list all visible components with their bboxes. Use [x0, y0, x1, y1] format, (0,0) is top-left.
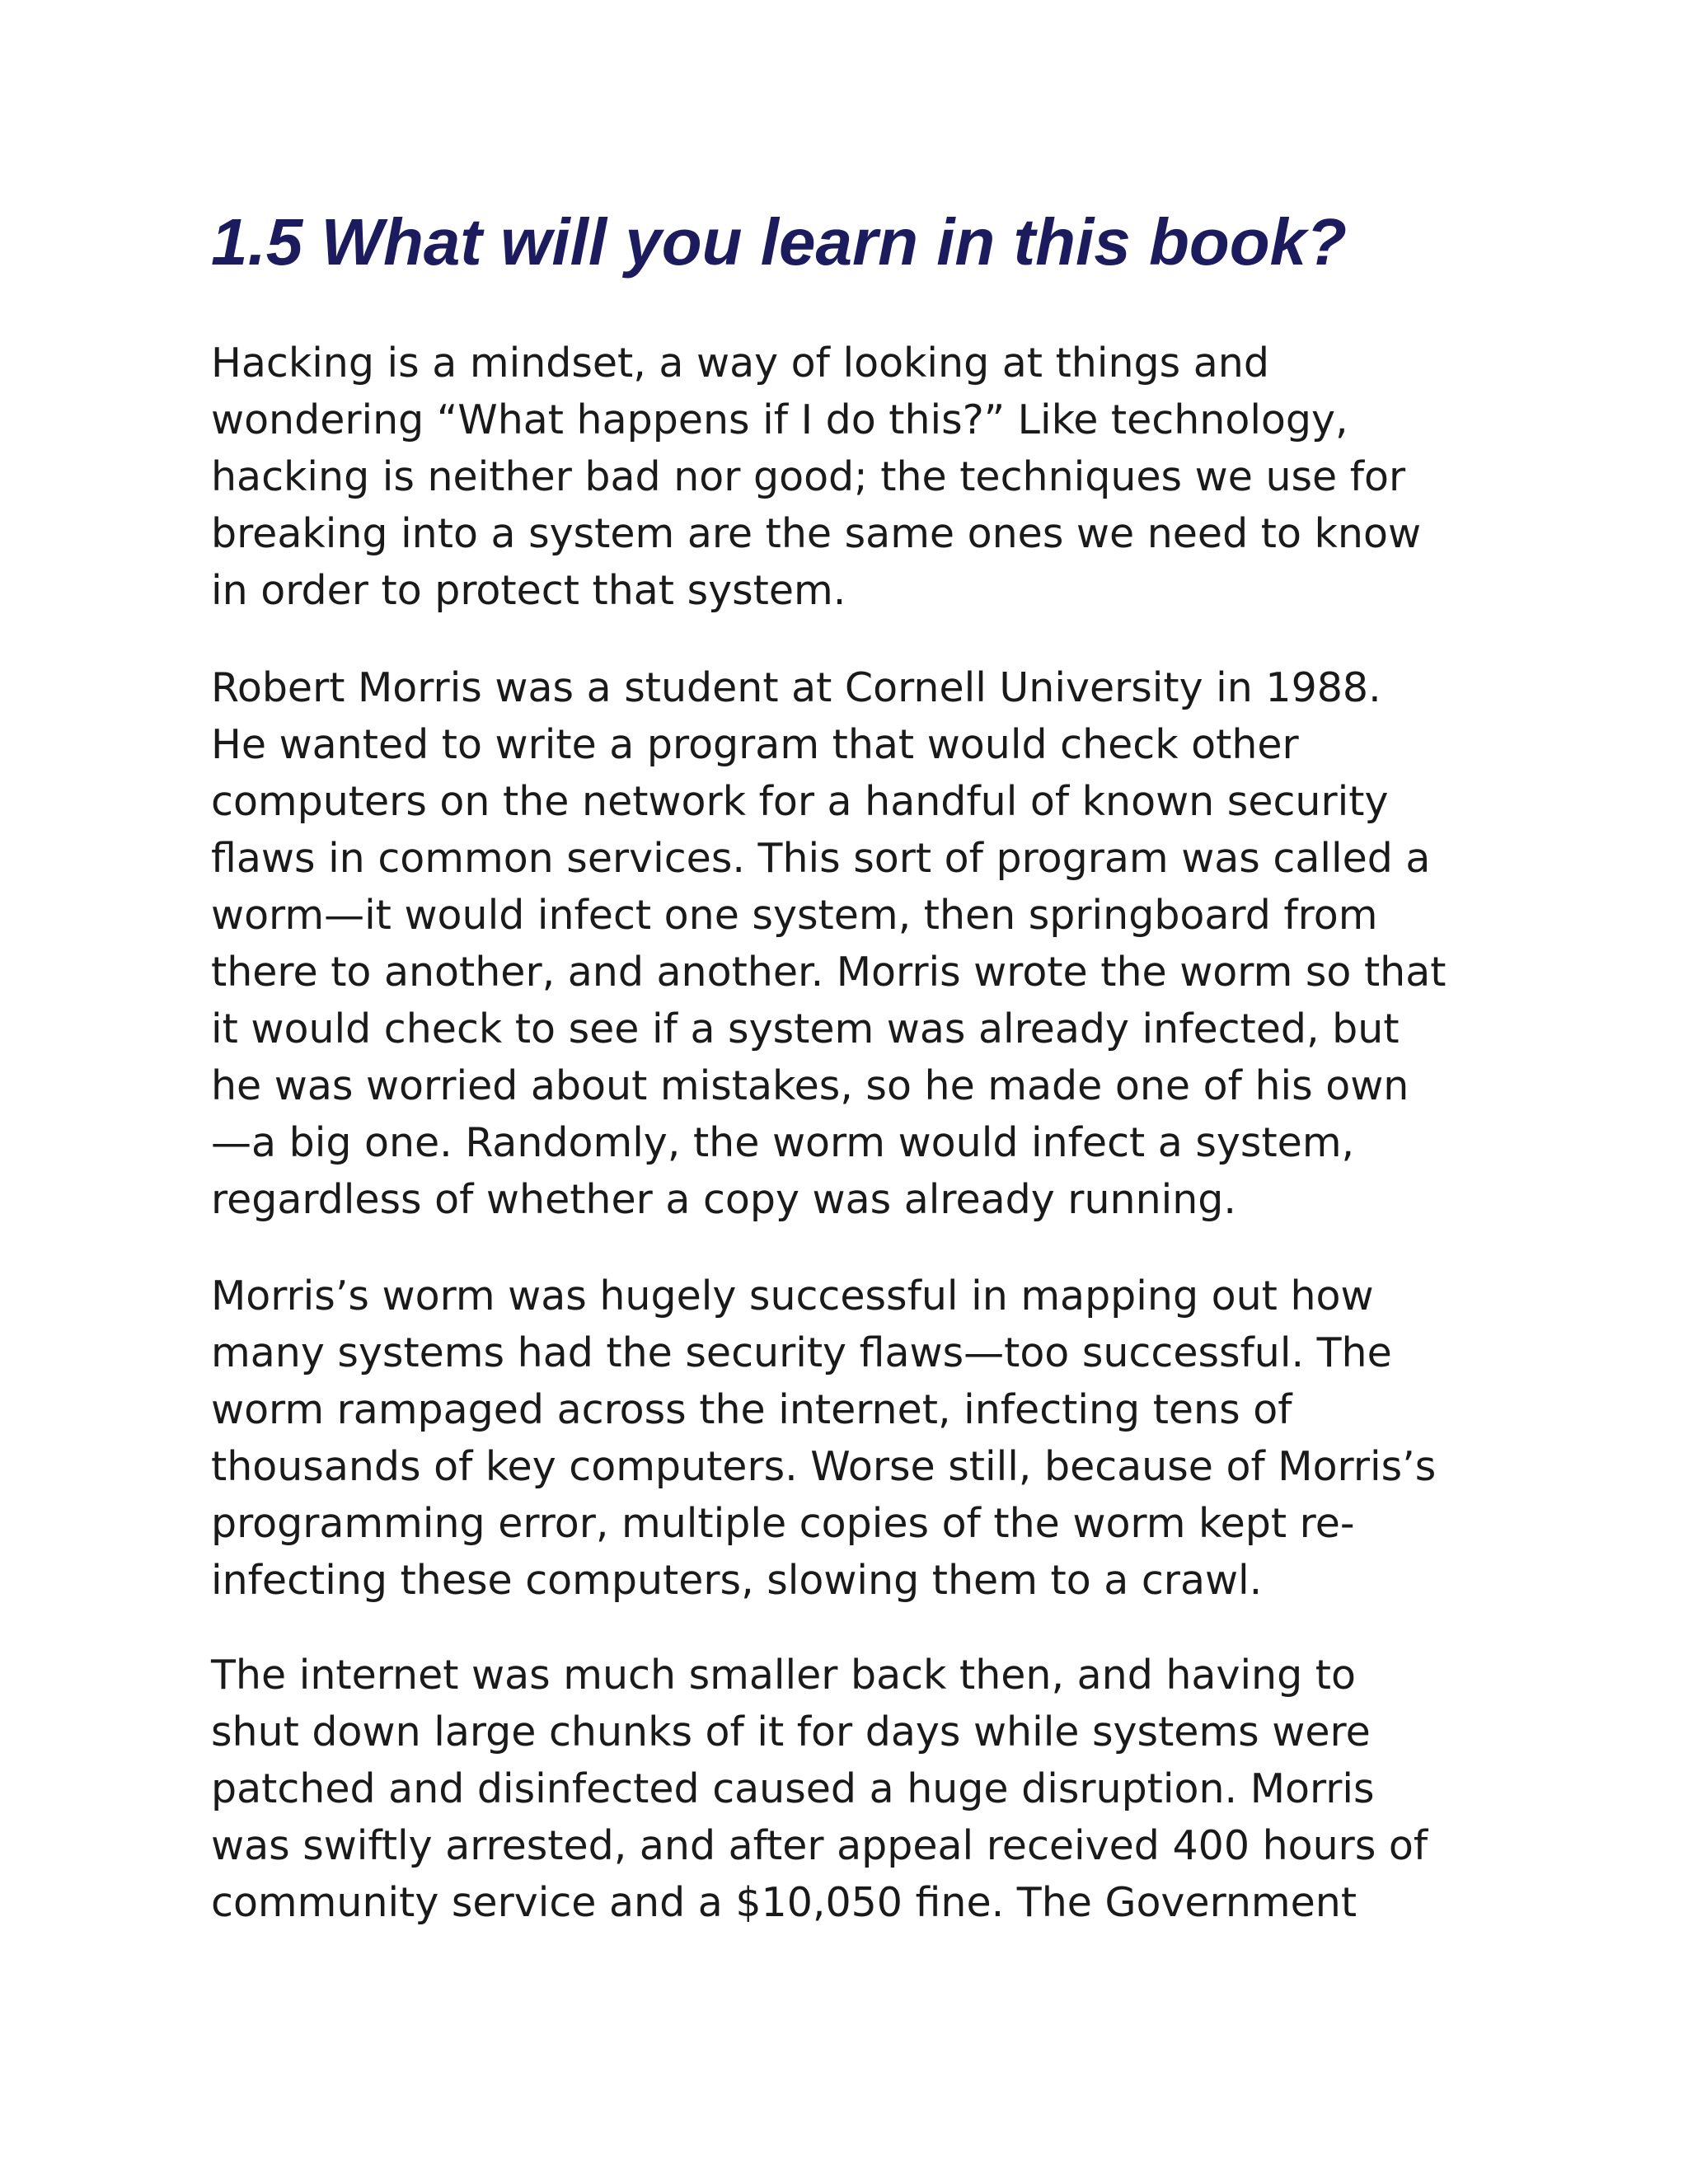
paragraph-line: Hacking is a mindset, a way of looking at things and: [211, 340, 1269, 387]
paragraph-line: there to another, and another. Morris wrote the worm so that: [211, 949, 1447, 996]
paragraph-line: hacking is neither bad nor good; the techniques we use for: [211, 453, 1406, 500]
paragraph-internet-disruption: [211, 1647, 1428, 1931]
paragraph-line: in order to protect that system.: [211, 567, 846, 614]
paragraph-line: thousands of key computers. Worse still, because of Morris’s: [211, 1443, 1437, 1490]
paragraph-line: —a big one. Randomly, the worm would infect a system,: [211, 1119, 1355, 1166]
paragraph-line: worm—it would infect one system, then springboard from: [211, 892, 1378, 939]
paragraph-line: programming error, multiple copies of the worm kept re-: [211, 1500, 1355, 1547]
paragraph-line: was swiftly arrested, and after appeal received 400 hours of: [211, 1822, 1428, 1869]
paragraph-line: wondering “What happens if I do this?” Like technology,: [211, 396, 1348, 443]
paragraph-line: regardless of whether a copy was already running.: [211, 1176, 1236, 1223]
paragraph-line: community service and a $10,050 fine. The Government: [211, 1879, 1357, 1926]
paragraph-line: Morris’s worm was hugely successful in mapping out how: [211, 1272, 1374, 1319]
paragraph-robert-morris: [211, 659, 1446, 1228]
paragraph-line: infecting these computers, slowing them to a crawl.: [211, 1557, 1263, 1604]
paragraph-hacking-mindset: [211, 335, 1421, 619]
paragraph-worm-success: [211, 1268, 1436, 1609]
paragraph-line: He wanted to write a program that would check other: [211, 721, 1299, 768]
paragraph-line: he was worried about mistakes, so he made one of his own: [211, 1062, 1409, 1109]
paragraph-line: computers on the network for a handful of known security: [211, 778, 1389, 825]
paragraph-line: breaking into a system are the same ones we need to know: [211, 510, 1422, 557]
paragraph-line: flaws in common services. This sort of program was called a: [211, 835, 1431, 882]
paragraph-line: shut down large chunks of it for days while systems were: [211, 1708, 1371, 1755]
paragraph-line: Robert Morris was a student at Cornell University in 1988.: [211, 664, 1381, 711]
paragraph-line: worm rampaged across the internet, infecting tens of: [211, 1386, 1292, 1433]
paragraph-line: The internet was much smaller back then, and having to: [211, 1652, 1356, 1699]
section-heading: 1.5 What will you learn in this book?: [211, 205, 1347, 279]
paragraph-line: patched and disinfected caused a huge disruption. Morris: [211, 1765, 1375, 1812]
paragraph-line: many systems had the security flaws—too successful. The: [211, 1329, 1392, 1376]
paragraph-line: it would check to see if a system was already infected, but: [211, 1005, 1400, 1052]
